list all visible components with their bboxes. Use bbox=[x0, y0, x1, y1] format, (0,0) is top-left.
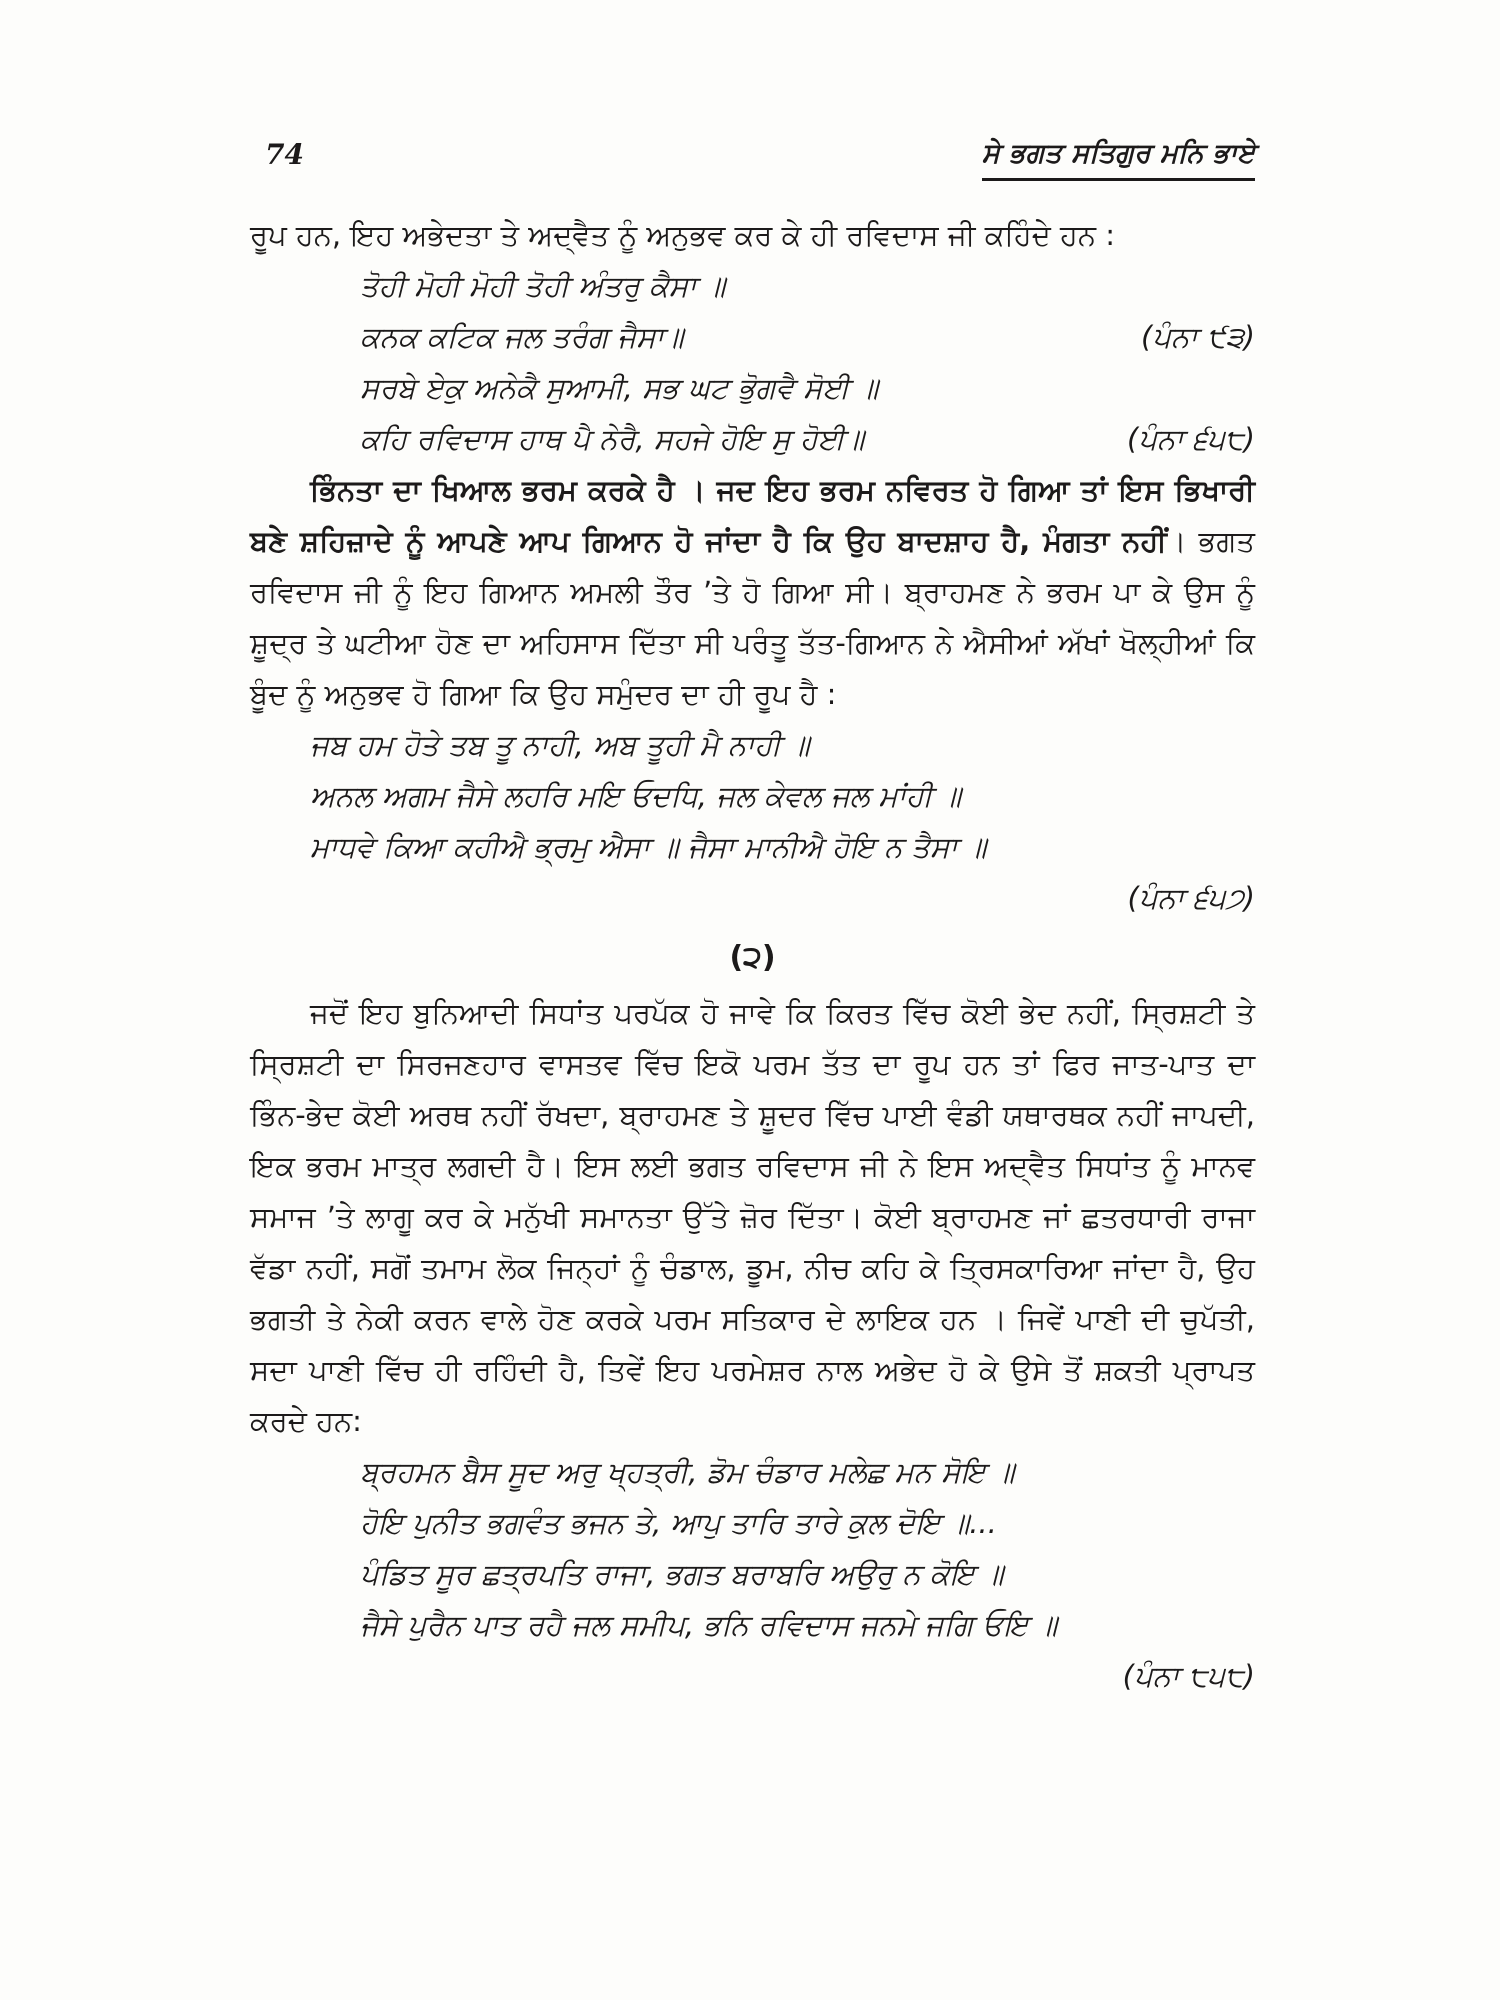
verse-2-reference: (ਪੰਨਾ ੬੫੭) bbox=[1127, 881, 1255, 915]
verse-line bbox=[360, 312, 1255, 363]
verse-line: ਪੰਡਿਤ ਸੂਰ ਛਤ੍ਰਪਤਿ ਰਾਜਾ, ਭਗਤ ਬਰਾਬਰਿ ਅਉਰੁ ਨ ਕੋਇ ॥ bbox=[360, 1557, 1004, 1591]
paragraph-2-bold: ਭਿੰਨਤਾ ਦਾ ਖਿਆਲ ਭਰਮ ਕਰਕੇ ਹੈ । ਜਦ ਇਹ ਭਰਮ ਨਵਿਰਤ ਹੋ ਗਿਆ ਤਾਂ ਇਸ ਭਿਖਾਰੀ ਬਣੇ ਸ਼ਹਿਜ਼ਾਦੇ ਨੂੰ ਆਪਣੇ ਆਪ ਗਿਆਨ ਹੋ ਜਾਂਦਾ ਹੈ ਕਿ ਉਹ ਬਾਦਸ਼ਾਹ ਹੈ, ਮੰਗਤਾ ਨਹੀਂ bbox=[250, 473, 1255, 558]
verse-line: ਮਾਧਵੇ ਕਿਆ ਕਹੀਐ ਭ੍ਰਮੁ ਐਸਾ ॥ ਜੈਸਾ ਮਾਨੀਐ ਹੋਇ ਨ ਤੈਸਾ ॥ bbox=[310, 830, 987, 864]
verse-line: ਹੋਇ ਪੁਨੀਤ ਭਗਵੰਤ ਭਜਨ ਤੇ, ਆਪੁ ਤਾਰਿ ਤਾਰੇ ਕੁਲ ਦੋਇ ॥... bbox=[360, 1506, 997, 1540]
verse-line: ਜੈਸੇ ਪੁਰੈਨ ਪਾਤ ਰਹੈ ਜਲ ਸਮੀਪ, ਭਨਿ ਰਵਿਦਾਸ ਜਨਮੇ ਜਗਿ ਓਇ ॥ bbox=[360, 1608, 1058, 1642]
verse-reference: (ਪੰਨਾ ੯੩) bbox=[1140, 320, 1255, 354]
verse-text: ਕਨਕ ਕਟਿਕ ਜਲ ਤਰੰਗ ਜੈਸਾ॥ bbox=[360, 320, 684, 354]
verse-line: ਜਬ ਹਮ ਹੋਤੇ ਤਬ ਤੂ ਨਾਹੀ, ਅਬ ਤੂਹੀ ਮੈ ਨਾਹੀ ॥ bbox=[310, 728, 810, 762]
page-header bbox=[265, 138, 1255, 190]
section-number: (੨) bbox=[729, 940, 776, 975]
verse-line bbox=[360, 363, 1255, 414]
verse-reference: (ਪੰਨਾ ੬੫੮) bbox=[1127, 422, 1255, 456]
verse-line bbox=[360, 261, 1255, 312]
verse-block-2 bbox=[250, 720, 1255, 873]
running-title: ਸੇ ਭਗਤ ਸਤਿਗੁਰ ਮਨਿ ਭਾਏ bbox=[982, 138, 1255, 181]
verse-line bbox=[360, 414, 1255, 465]
verse-text: ਸਰਬੇ ਏਕੁ ਅਨੇਕੈ ਸੁਆਮੀ, ਸਭ ਘਟ ਭੁੋਗਵੈ ਸੋਈ ॥ bbox=[360, 371, 879, 405]
verse-block-3 bbox=[250, 1447, 1255, 1651]
verse-line: ਬ੍ਰਹਮਨ ਬੈਸ ਸੂਦ ਅਰੁ ਖ੍ਹਤ੍ਰੀ, ਡੋਮ ਚੰਡਾਰ ਮਲੇਛ ਮਨ ਸੋਇ ॥ bbox=[360, 1455, 1015, 1489]
paragraph-3: ਜਦੋਂ ਇਹ ਬੁਨਿਆਦੀ ਸਿਧਾਂਤ ਪਰਪੱਕ ਹੋ ਜਾਵੇ ਕਿ ਕਿਰਤ ਵਿੱਚ ਕੋਈ ਭੇਦ ਨਹੀਂ, ਸ੍ਰਿਸ਼ਟੀ ਤੇ ਸ੍ਰਿਸ਼ਟੀ ਦਾ ਸਿਰਜਣਹਾਰ ਵਾਸਤਵ ਵਿੱਚ ਇਕੋ ਪਰਮ ਤੱਤ ਦਾ ਰੂਪ ਹਨ ਤਾਂ ਫਿਰ ਜਾਤ-ਪਾਤ ਦਾ ਭਿੰਨ-ਭੇਦ ਕੋਈ ਅਰਥ ਨਹੀਂ ਰੱਖਦਾ, ਬ੍ਰਾਹਮਣ ਤੇ ਸ਼ੂਦਰ ਵਿੱਚ ਪਾਈ ਵੰਡੀ ਯਥਾਰਥਕ ਨਹੀਂ ਜਾਪਦੀ, ਇਕ ਭਰਮ ਮਾਤ੍ਰ ਲਗਦੀ ਹੈ। ਇਸ ਲਈ ਭਗਤ ਰਵਿਦਾਸ ਜੀ ਨੇ ਇਸ ਅਦ੍ਵੈਤ ਸਿਧਾਂਤ ਨੂੰ ਮਾਨਵ ਸਮਾਜ ’ਤੇ ਲਾਗੂ ਕਰ ਕੇ ਮਨੁੱਖੀ ਸਮਾਨਤਾ ਉੱਤੇ ਜ਼ੋਰ ਦਿੱਤਾ। ਕੋਈ ਬ੍ਰਾਹਮਣ ਜਾਂ ਛਤਰਧਾਰੀ ਰਾਜਾ ਵੱਡਾ ਨਹੀਂ, ਸਗੋਂ ਤਮਾਮ ਲੋਕ ਜਿਨ੍ਹਾਂ ਨੂੰ ਚੰਡਾਲ, ਡੂਮ, ਨੀਚ ਕਹਿ ਕੇ ਤ੍ਰਿਸਕਾਰਿਆ ਜਾਂਦਾ ਹੈ, ਉਹ ਭਗਤੀ ਤੇ ਨੇਕੀ ਕਰਨ ਵਾਲੇ ਹੋਣ ਕਰਕੇ ਪਰਮ ਸਤਿਕਾਰ ਦੇ ਲਾਇਕ ਹਨ । ਜਿਵੇਂ ਪਾਣੀ ਦੀ ਚੁਪੱਤੀ, ਸਦਾ ਪਾਣੀ ਵਿੱਚ ਹੀ ਰਹਿੰਦੀ ਹੈ, ਤਿਵੇਂ ਇਹ ਪਰਮੇਸ਼ਰ ਨਾਲ ਅਭੇਦ ਹੋ ਕੇ ਉਸੇ ਤੋਂ ਸ਼ਕਤੀ ਪ੍ਰਾਪਤ ਕਰਦੇ ਹਨ: bbox=[250, 996, 1255, 1438]
paragraph-2-rest: । ਭਗਤ ਰਵਿਦਾਸ ਜੀ ਨੂੰ ਇਹ ਗਿਆਨ ਅਮਲੀ ਤੌਰ ’ਤੇ ਹੋ ਗਿਆ ਸੀ। ਬ੍ਰਾਹਮਣ ਨੇ ਭਰਮ ਪਾ ਕੇ ਉਸ ਨੂੰ ਸ਼ੂਦ੍ਰ ਤੇ ਘਟੀਆ ਹੋਣ ਦਾ ਅਹਿਸਾਸ ਦਿੱਤਾ ਸੀ ਪਰੰਤੂ ਤੱਤ-ਗਿਆਨ ਨੇ ਐਸੀਆਂ ਅੱਖਾਂ ਖੋਲ੍ਹੀਆਂ ਕਿ ਬੂੰਦ ਨੂੰ ਅਨੁਭਵ ਹੋ ਗਿਆ ਕਿ ਉਹ ਸਮੁੰਦਰ ਦਾ ਹੀ ਰੂਪ ਹੈ : bbox=[250, 524, 1255, 711]
page-body bbox=[250, 210, 1255, 1702]
verse-text: ਤੋਹੀ ਮੋਹੀ ਮੋਹੀ ਤੋਹੀ ਅੰਤਰੁ ਕੈਸਾ ॥ bbox=[360, 269, 726, 303]
verse-text: ਕਹਿ ਰਵਿਦਾਸ ਹਾਥ ਪੈ ਨੇਰੈ, ਸਹਜੇ ਹੋਇ ਸੁ ਹੋਈ॥ bbox=[360, 422, 865, 456]
paragraph-2 bbox=[250, 465, 1255, 720]
verse-block-1 bbox=[250, 261, 1255, 465]
page-number: 74 bbox=[265, 138, 304, 171]
verse-3-reference: (ਪੰਨਾ ੮੫੮) bbox=[1122, 1659, 1255, 1693]
paragraph-1: ਰੂਪ ਹਨ, ਇਹ ਅਭੇਦਤਾ ਤੇ ਅਦ੍ਵੈਤ ਨੂੰ ਅਨੁਭਵ ਕਰ ਕੇ ਹੀ ਰਵਿਦਾਸ ਜੀ ਕਹਿੰਦੇ ਹਨ : bbox=[250, 218, 1115, 252]
verse-line: ਅਨਲ ਅਗਮ ਜੈਸੇ ਲਹਰਿ ਮਇ ਓਦਧਿ, ਜਲ ਕੇਵਲ ਜਲ ਮਾਂਹੀ ॥ bbox=[310, 779, 962, 813]
